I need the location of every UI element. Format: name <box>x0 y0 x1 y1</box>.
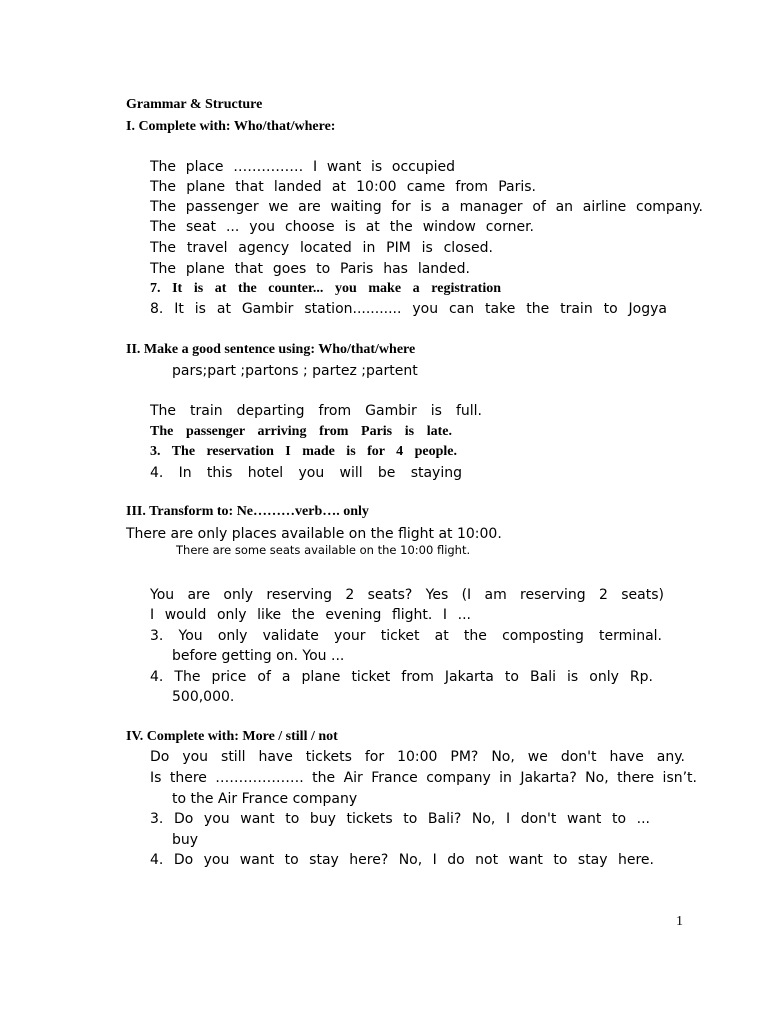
section-2-line-3: The passenger arriving from Paris is late. <box>150 424 452 439</box>
section-1-line-3: The passenger we are waiting for is a manager of an airline company. <box>150 199 703 215</box>
section-3-line-5: 3. You only validate your ticket at the composting terminal. <box>150 628 662 644</box>
section-2-line-4: 3. The reservation I made is for 4 people. <box>150 444 457 459</box>
section-2-line-1: pars;part ;partons ; partez ;partent <box>172 363 418 379</box>
section-3-heading: III. Transform to: Ne………verb…. only <box>126 504 369 519</box>
document-title: Grammar & Structure <box>126 97 263 112</box>
section-3-line-3: You are only reserving 2 seats? Yes (I am reserving 2 seats) <box>150 587 664 603</box>
section-3-line-7: 4. The price of a plane ticket from Jakarta to Bali is only Rp. <box>150 669 653 685</box>
section-1-line-4: The seat ... you choose is at the window corner. <box>150 219 534 235</box>
section-4-heading: IV. Complete with: More / still / not <box>126 729 338 744</box>
section-1-line-7: 7. It is at the counter... you make a registration <box>150 281 501 296</box>
section-1-line-6: The plane that goes to Paris has landed. <box>150 261 470 277</box>
page-number: 1 <box>676 914 683 929</box>
section-2-heading: II. Make a good sentence using: Who/that/where <box>126 342 416 357</box>
section-3-line-2: There are some seats available on the 10:00 flight. <box>176 543 471 557</box>
section-4-line-5: buy <box>172 832 199 848</box>
section-2-line-5: 4. In this hotel you will be staying <box>150 465 462 481</box>
section-3-line-8: 500,000. <box>172 689 235 705</box>
section-3-line-4: I would only like the evening flight. I ... <box>150 607 471 623</box>
section-4-line-6: 4. Do you want to stay here? No, I do not want to stay here. <box>150 852 654 868</box>
section-4-line-4: 3. Do you want to buy tickets to Bali? No, I don't want to ... <box>150 811 650 827</box>
section-4-line-1: Do you still have tickets for 10:00 PM? No, we don't have any. <box>150 749 685 765</box>
section-1-line-5: The travel agency located in PIM is closed. <box>150 240 493 256</box>
section-1-line-1: The place …………… I want is occupied <box>150 159 455 175</box>
section-3-line-6: before getting on. You ... <box>172 648 345 664</box>
section-2-line-2: The train departing from Gambir is full. <box>150 403 482 419</box>
section-1-line-8: 8. It is at Gambir station........... you can take the train to Jogya <box>150 301 667 317</box>
section-3-line-1: There are only places available on the flight at 10:00. <box>126 526 502 542</box>
section-4-line-2: Is there ………………. the Air France company in Jakarta? No, there isn’t. <box>150 770 697 786</box>
section-1-line-2: The plane that landed at 10:00 came from Paris. <box>150 179 536 195</box>
section-4-line-3: to the Air France company <box>172 791 358 807</box>
section-1-heading: I. Complete with: Who/that/where: <box>126 119 336 134</box>
